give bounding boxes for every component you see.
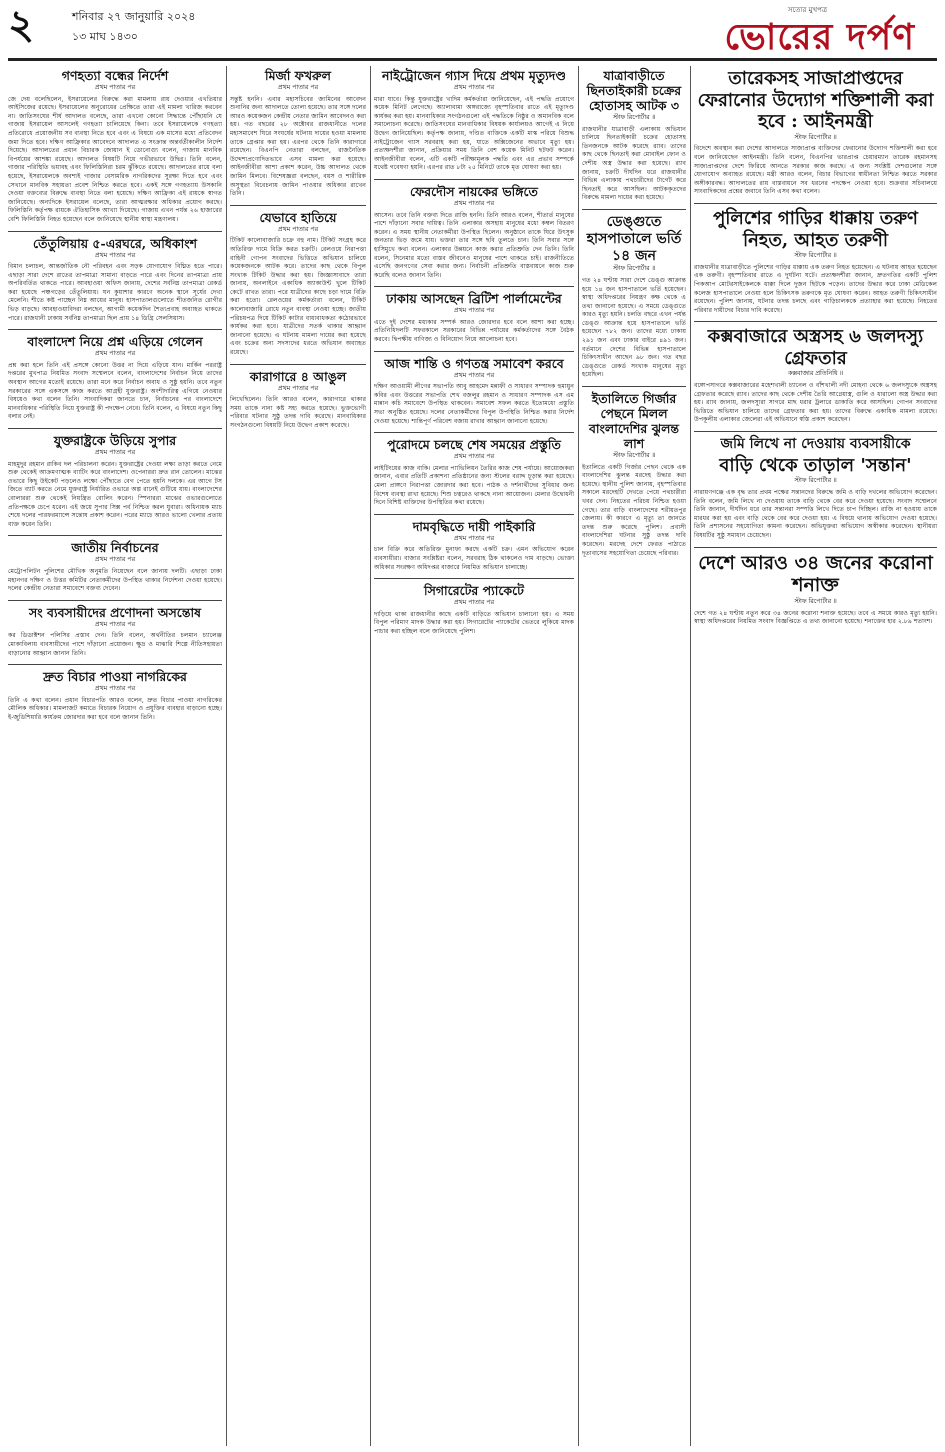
divider bbox=[8, 600, 222, 601]
divider bbox=[8, 664, 222, 665]
kicker: জমি লিখে না দেওয়ায় ব্যবসায়ীকে bbox=[720, 436, 911, 453]
continuation: প্রথম পাতার পর bbox=[94, 556, 136, 564]
divider bbox=[230, 364, 366, 365]
brand-logo: ভোরের দর্পণ bbox=[724, 17, 915, 58]
article-corona bbox=[694, 552, 937, 627]
dateline: স্টাফ রিপোর্টার ॥ bbox=[794, 598, 837, 606]
headline: সং ব্যবসায়ীদের প্রণোদনা অসন্তোষ bbox=[29, 604, 201, 620]
divider bbox=[374, 432, 574, 433]
continuation: প্রথম পাতার পর bbox=[94, 685, 136, 693]
article-body: প্রশ্ন করা হলে তিনি এই প্রসঙ্গে কোনো উত্তর না দিয়ে এড়িয়ে যান। মার্কিন পররাষ্ট্র দপ্তরের মুখপাত্র নিয়মিত সংবাদ সম্মেলনে বলেন, বাংলাদেশের নির্বাচন নিয়ে তাদের অবস্থান আগের মতোই রয়েছে। তারা মনে করে নির্বাচন অবাধ ও সুষ্ঠু হয়নি। তবে নতুন সরকারের সঙ্গে একসঙ্গে কাজ করতে আগ্রহী যুক্তরাষ্ট্র। অংশীদারিত্ব এগিয়ে নেওয়ার বিষয়েও কথা বলেন তিনি। সাংবাদিকরা জানতে চান, নির্বাচনের পর বাংলাদেশে মানবাধিকার পরিস্থিতি নিয়ে যুক্তরাষ্ট্র কী পদক্ষেপ নেবে। তিনি বলেন, এ বিষয়ে নতুন কিছু বলার নেই। bbox=[8, 361, 222, 421]
article-body: তিনি এ কথা বলেন। প্রধান বিচারপতি আরও বলেন, দ্রুত বিচার পাওয়া নাগরিকের মৌলিক অধিকার। মামলাজট কমাতে বিচারক নিয়োগ ও প্রযুক্তির ব্যবহার বাড়ানো হচ্ছে। ই-জুডিশিয়ারি কার্যক্রম জোরদার করা হবে বলে জানান তিনি। bbox=[8, 696, 222, 721]
article-body: সন্তুষ্ট হননি। এবার মহাসচিবের জামিনের আবেদন শুনানির জন্য আদালতে তোলা হয়েছে। তার সঙ্গে দলের আরও কয়েকজন কেন্দ্রীয় নেতার জামিন আবেদনও করা হয়। গত বছরের ২৮ অক্টোবর রাজধানীতে দলের মহাসমাবেশ ঘিরে সংঘর্ষের ঘটনায় দায়ের হওয়া মামলায় তাকে গ্রেপ্তার করা হয়। এরপর থেকে তিনি কারাগারে রয়েছেন। বিএনপি নেতারা বলছেন, রাজনৈতিক উদ্দেশ্যপ্রণোদিতভাবে এসব মামলা করা হয়েছে। আইনজীবীরা আশা প্রকাশ করেন, উচ্চ আদালত থেকে জামিন মিলবে। বিশেষজ্ঞরা বলছেন, বয়স ও শারীরিক অসুস্থতা বিবেচনায় জামিন পাওয়ার অধিকার রাখেন তিনি। bbox=[230, 95, 366, 198]
dateline: স্টাফ রিপোর্টার ॥ bbox=[794, 133, 837, 141]
divider bbox=[582, 386, 686, 387]
article-ticket-scam bbox=[230, 210, 366, 358]
article-body: বঙ্গোপসাগরে কক্সবাজারের মহেশখালী চ্যানেল ও বাঁশখালী নদী মোহনা থেকে ৬ জলদস্যুকে অস্ত্রসহ গ্রেফতার করেছে র‍্যাব। তাদের কাছ থেকে দেশীয় তৈরি আগ্নেয়াস্ত্র, গুলি ও ধারালো অস্ত্র উদ্ধার করা হয়। র‍্যাব জানায়, জলদস্যুরা সাগরে মাছ ধরার ট্রলারে ডাকাতি করে আসছিল। গোপন সংবাদের ভিত্তিতে অভিযান চালিয়ে তাদের গ্রেফতার করা হয়। তাদের বিরুদ্ধে একাধিক মামলা রয়েছে। উপকূলীয় এলাকার জেলেরা এই অভিযানে স্বস্তি প্রকাশ করেছেন। bbox=[694, 382, 937, 424]
article-body: ইতালিতে একটি গির্জার পেছন থেকে এক বাংলাদেশির ঝুলন্ত মরদেহ উদ্ধার করা হয়েছে। স্থানীয় পুলিশ জানায়, বৃহস্পতিবার সকালে মরদেহটি দেখতে পেয়ে পথচারীরা খবর দেন। নিহতের পরিচয় নিশ্চিত হওয়া গেছে। তার বাড়ি বাংলাদেশের শরীয়তপুর জেলায়। কী কারণে এ মৃত্যু তা জানতে তদন্ত শুরু করেছে পুলিশ। প্রবাসী বাংলাদেশিরা ঘটনার সুষ্ঠু তদন্ত দাবি করেছেন। মরদেহ দেশে ফেরত পাঠাতে দূতাবাসের সহযোগিতা চেয়েছে পরিবার। bbox=[582, 463, 686, 557]
article-body: রাজধানীর যাত্রাবাড়ী এলাকায় অভিযান চালিয়ে ছিনতাইকারী চক্রের হোতাসহ তিনজনকে আটক করেছে র‍্যাব। তাদের কাছ থেকে ছিনতাই করা মোবাইল ফোন ও দেশীয় অস্ত্র উদ্ধার করা হয়েছে। র‍্যাব জানায়, চক্রটি দীর্ঘদিন ধরে রাজধানীর বিভিন্ন এলাকায় পথচারীদের টার্গেট করে ছিনতাই করে আসছিল। আটককৃতদের বিরুদ্ধে মামলা দায়ের করা হয়েছে। bbox=[582, 125, 686, 202]
dateline: স্টাফ রিপোর্টার ॥ bbox=[612, 114, 656, 121]
article-land-dispute bbox=[694, 436, 937, 541]
headline: দেশে আরও ৩৪ জনের করোনা শনাক্ত bbox=[698, 551, 933, 597]
article-body: মেট্রোপলিটন পুলিশের মৌখিক অনুমতি নিয়েছেন বলে জানায় দলটি। এছাড়া ঢাকা মহানগর দক্ষিণ ও উত্তর কমিটির নেতাকর্মীদের উপস্থিত থাকার নির্দেশনা দেওয়া হয়েছে। দলের কেন্দ্রীয় নেতারা সমাবেশে বক্তব্য দেবেন। bbox=[8, 567, 222, 593]
headline: ডেঙ্গুতে হাসপাতালে ভর্তি ১৪ জন bbox=[586, 213, 682, 264]
headline: দামবৃদ্ধিতে দায়ী পাইকারি bbox=[412, 518, 536, 534]
article-body: বিমান চলাচল, আন্তর্জাতিক নৌ পরিবহন এবং সড়ক যোগাযোগ বিঘ্নিত হতে পারে। এছাড়া সারা দেশে রাতের তাপমাত্রা সামান্য বাড়তে পারে এবং দিনের তাপমাত্রা প্রায় অপরিবর্তিত থাকতে পারে। আবহাওয়া অফিস জানায়, দেশের সর্বনিম্ন তাপমাত্রা রেকর্ড করা হয়েছে পঞ্চগড়ের তেঁতুলিয়ায়। ঘন কুয়াশার কারণে অনেক স্থানে সূর্যের দেখা মেলেনি। শীতে কষ্ট পাচ্ছেন নিম্ন আয়ের মানুষ। হাসপাতালগুলোতে শীতজনিত রোগীর ভিড় বাড়ছে। আবহাওয়াবিদরা বলছেন, আগামী কয়েকদিন শৈত্যপ্রবাহ অব্যাহত থাকতে পারে। রাজধানী ঢাকায় সর্বনিম্ন তাপমাত্রা ছিল প্রায় ১৪ ডিগ্রি সেলসিয়াস। bbox=[8, 263, 222, 322]
headline: ঢাকায় আসছেন ব্রিটিশ পার্লামেন্টের bbox=[386, 291, 562, 307]
headline: যাত্রাবাড়ীতে ছিনতাইকারী চক্রের হোতাসহ আটক ৩ bbox=[586, 68, 682, 113]
continuation: প্রথম পাতার পর bbox=[453, 534, 495, 542]
headline: তেঁতুলিয়ায় ৫-এরঘরে, অধিকাংশ bbox=[33, 235, 197, 251]
headline: নাইট্রোজেন গ্যাস দিয়ে প্রথম মৃত্যুদণ্ড bbox=[382, 68, 566, 83]
article-italy-body bbox=[582, 391, 686, 558]
article-body: রাজধানীর যাত্রাবাড়ীতে পুলিশের গাড়ির ধাক্কায় এক তরুণ নিহত হয়েছেন। এ ঘটনায় আহত হয়েছেন এক তরুণী। বৃহস্পতিবার রাতে এ দুর্ঘটনা ঘটে। প্রত্যক্ষদর্শীরা জানান, দ্রুতগতির একটি পুলিশ পিকআপ মোটরসাইকেলকে ধাক্কা দিলে দুজন ছিটকে পড়েন। তাদের উদ্ধার করে ঢাকা মেডিকেল কলেজ হাসপাতালে নেওয়া হলে চিকিৎসক তরুণকে মৃত ঘোষণা করেন। আহত তরুণী চিকিৎসাধীন রয়েছেন। পুলিশ জানায়, ঘটনার তদন্ত চলছে এবং গাড়িচালককে প্রত্যাহার করা হয়েছে। নিহতের পরিবার দায়ীদের বিচার দাবি করেছে। bbox=[694, 263, 937, 314]
continuation: প্রথম পাতার পর bbox=[94, 449, 136, 456]
headline: জাতীয় নির্বাচনের bbox=[71, 540, 159, 556]
article-body: চাল বিক্রি করে অতিরিক্ত মুনাফা করছে একটি চক্র। এমন অভিযোগ করেন ব্যবসায়ীরা। বাজার সংশ্লিষ্টরা বলেন, সরবরাহ ঠিক থাকলেও দাম বাড়ছে। ভোক্তা অধিকার সংরক্ষণ অধিদপ্তর বাজারে নিয়মিত অভিযান চালাচ্ছে। bbox=[374, 546, 574, 571]
article-dengue bbox=[582, 214, 686, 380]
article-price-hike bbox=[374, 519, 574, 572]
divider bbox=[694, 431, 937, 432]
continuation: প্রথম পাতার পর bbox=[277, 384, 319, 392]
article-body: এতে দুই দেশের মধ্যকার সম্পর্ক আরও জোরদার হবে বলে আশা করা হচ্ছে। প্রতিনিধিদলটি সফরকালে সরকারের বিভিন্ন পর্যায়ের কর্মকর্তাদের সঙ্গে বৈঠক করবে। দ্বিপক্ষীয় বাণিজ্য ও বিনিয়োগ নিয়ে আলোচনা হবে। bbox=[374, 318, 574, 344]
dateline: স্টাফ রিপোর্টার ॥ bbox=[612, 452, 656, 460]
article-body: টিকিট কালোবাজারি চক্রে বহু নাম। টিকিট সংগ্রহ করে অতিরিক্ত দামে বিক্রি করত চক্রটি। রেলওয়ে নিরাপত্তা বাহিনী গোপন সংবাদের ভিত্তিতে অভিযান চালিয়ে কয়েকজনকে আটক করে। তাদের কাছ থেকে বিপুল সংখ্যক টিকিট উদ্ধার করা হয়। জিজ্ঞাসাবাদে তারা জানায়, অনলাইনে একাধিক অ্যাকাউন্ট খুলে টিকিট কেটে রাখত তারা। পরে যাত্রীদের কাছে চড়া দামে বিক্রি করা হতো। রেলওয়ের কর্মকর্তারা বলেন, টিকিট কালোবাজারি রোধে নতুন ব্যবস্থা নেওয়া হচ্ছে। জাতীয় পরিচয়পত্র দিয়ে টিকিট কাটার বাধ্যবাধকতা কঠোরভাবে কার্যকর করা হবে। যাত্রীদের সতর্ক থাকার আহ্বান জানানো হয়েছে। এ ঘটনায় মামলা দায়ের করা হয়েছে এবং চক্রের অন্য সদস্যদের ধরতে অভিযান অব্যাহত রয়েছে। bbox=[230, 237, 366, 357]
headline: তারেকসহ সাজাপ্রাপ্তদের ফেরানোর উদ্যোগ শক্তিশালী করা হবে : আইনমন্ত্রী bbox=[697, 68, 934, 133]
article-body: আসেন। তবে তিনি বক্তব্য দিতে রাজি হননি। তিনি আরও বলেন, শীতার্ত মানুষের পাশে দাঁড়ানো সবার দায়িত্ব। তিনি এলাকার অসহায় মানুষের মধ্যে কম্বল বিতরণ করেন। এ সময় স্থানীয় নেতাকর্মীরা উপস্থিত ছিলেন। অনুষ্ঠানে তাকে ঘিরে উৎসুক জনতার ভিড় জমে যায়। ভক্তরা তার সঙ্গে ছবি তুলতে চান। তিনি সবার সঙ্গে হাসিমুখে কথা বলেন। এলাকার উন্নয়নে কাজ করার প্রতিশ্রুতি দেন তিনি। তিনি বলেন, সিনেমার মতো বাস্তব জীবনেও মানুষের পাশে থাকতে চাই। রাজনীতিতে এসেছি জনগণের সেবা করার জন্য। নির্বাচনী প্রতিশ্রুতি বাস্তবায়নে কাজ শুরু করেছি বলেও জানান তিনি। bbox=[374, 211, 574, 279]
headline: কক্সবাজারে অস্ত্রসহ ৬ জলদস্যু গ্রেফতার bbox=[707, 326, 924, 369]
column-rule bbox=[226, 66, 227, 1446]
article-body: দাড়িয়ে থাকা রাজধানীর কাছে একটি বাড়িতে অভিযান চালানো হয়। এ সময় বিপুল পরিমাণ মাদক উদ্ধার করা হয়। সিগারেটের প্যাকেটের ভেতরে লুকিয়ে মাদক পাচার করা হচ্ছিল বলে জানিয়েছে পুলিশ। bbox=[374, 610, 574, 635]
continuation: প্রথম পাতার পর bbox=[94, 251, 136, 259]
article-super-six bbox=[8, 433, 222, 529]
article-fakhrul bbox=[230, 68, 366, 199]
column-4 bbox=[582, 66, 686, 1446]
article-body: নারায়ণগঞ্জে এক বৃদ্ধ তার প্রথম পক্ষের সন্তানদের বিরুদ্ধে জমি ও বাড়ি দখলের অভিযোগ করেছেন। তিনি বলেন, জমি লিখে না দেওয়ায় তাকে বাড়ি থেকে বের করে দেওয়া হয়েছে। সংবাদ সম্মেলনে তিনি জানান, দীর্ঘদিন ধরে তার সন্তানরা সম্পত্তি লিখে দিতে চাপ দিচ্ছিল। রাজি না হওয়ায় তাকে মারধর করা হয় এবং বাড়ি থেকে বের করে দেওয়া হয়। এ বিষয়ে থানায় অভিযোগ দেওয়া হয়েছে। তিনি প্রশাসনের সহযোগিতা কামনা করেছেন। অভিযুক্তরা অভিযোগ অস্বীকার করেছেন। স্থানীয়রা বিষয়টির সুষ্ঠু সমাধান চেয়েছেন। bbox=[694, 489, 937, 539]
headline: কারাগারে ৪ আঙুল bbox=[249, 368, 347, 384]
headline: বাংলাদেশ নিয়ে প্রশ্ন এড়িয়ে গেলেন bbox=[27, 334, 203, 350]
brand-tagline: সত্যের মুখপত্র bbox=[787, 6, 827, 14]
continuation: প্রথম পাতার পর bbox=[94, 620, 136, 628]
dateline: স্টাফ রিপোর্টার ॥ bbox=[794, 252, 837, 260]
article-ferdous bbox=[374, 184, 574, 280]
article-body: লিখেছিলেন। তিনি আরও বলেন, কারাগারে থাকার সময় তাকে নানা কষ্ট সহ্য করতে হয়েছে। ভুক্তভোগী পরিবার ঘটনার সুষ্ঠু তদন্ত দাবি করেছে। মানবাধিকার সংগঠনগুলো বিষয়টি নিয়ে উদ্বেগ প্রকাশ করেছে। bbox=[230, 396, 366, 429]
headline: গণহত্যা বন্ধের নির্দেশ bbox=[61, 68, 169, 83]
continuation: প্রথম পাতার পর bbox=[94, 350, 136, 358]
divider bbox=[374, 351, 574, 352]
article-body: জে দেয় বলেছিলেন, ইসরায়েলের বিরুদ্ধে করা মামলায় রায় দেওয়ার এখতিয়ার আইসিজের রয়েছে। ইসরায়েলের অনুরোধের প্রেক্ষিতে তারা এই মামলা খারিজ করবেন না। জাতিসংঘের শীর্ষ আদালত বলেছে, তারা এখনো কোনো সিদ্ধান্তে পৌঁছায়নি যে গাজায় ইসরায়েল আসলেই গণহত্যা চালিয়েছে কিনা। তবে ইসরায়েলকে গণহত্যা প্রতিরোধে প্রয়োজনীয় সব ব্যবস্থা নিতে হবে এবং এ বিষয়ে এক মাসের মধ্যে প্রতিবেদন জমা দিতে হবে। দক্ষিণ আফ্রিকার আবেদনে আদালত এ সংক্রান্ত অন্তর্বর্তীকালীন নির্দেশ দিয়েছে। আদালতের প্রধান বিচারক জোয়ান ই ডোনোগ্যু বলেন, গাজায় মানবিক বিপর্যয়ের আশঙ্কা রয়েছে। আদালত বিষয়টি নিয়ে গভীরভাবে উদ্বিগ্ন। তিনি বলেন, গাজার পরিস্থিতি ভয়াবহ এবং ফিলিস্তিনিরা চরম ঝুঁকিতে রয়েছে। আদালতের রায়ে বলা হয়েছে, ইসরায়েলকে অবশ্যই গাজার বেসামরিক নাগরিকদের সুরক্ষা দিতে হবে এবং সেখানে মানবিক সহায়তা প্রবেশ নিশ্চিত করতে হবে। একই সঙ্গে গণহত্যায় উসকানি দেওয়া বক্তব্যের বিরুদ্ধে ব্যবস্থা নিতে বলা হয়েছে। দক্ষিণ আফ্রিকা এই রায়কে স্বাগত জানিয়েছে। অন্যদিকে ইসরায়েল বলেছে, তারা আত্মরক্ষার অধিকার প্রয়োগ করছে। ফিলিস্তিনি কর্তৃপক্ষ রায়কে ঐতিহাসিক আখ্যা দিয়েছে। গাজায় এখন পর্যন্ত ২৬ হাজারের বেশি ফিলিস্তিনি নিহত হয়েছেন বলে জানিয়েছে স্থানীয় স্বাস্থ্য মন্ত্রণালয়। bbox=[8, 95, 222, 223]
article-genocide bbox=[8, 68, 222, 225]
article-bangladesh-question bbox=[8, 334, 222, 422]
dateline: স্টাফ রিপোর্টার ॥ bbox=[612, 265, 656, 273]
article-prison-fingers bbox=[230, 369, 366, 431]
dateline: কক্সবাজার প্রতিনিধি ॥ bbox=[788, 370, 843, 378]
headline: আজ শান্তি ও গণতন্ত্র সমাবেশ করবে bbox=[384, 355, 564, 371]
article-body: গত ২৪ ঘণ্টায় সারা দেশে ডেঙ্গু আক্রান্ত হয়ে ১৪ জন হাসপাতালে ভর্তি হয়েছেন। স্বাস্থ্য অধিদপ্তরের নিয়ন্ত্রণ কক্ষ থেকে এ তথ্য জানানো হয়েছে। এ সময়ে ডেঙ্গুতে কারও মৃত্যু হয়নি। চলতি বছরে এখন পর্যন্ত ডেঙ্গু আক্রান্ত হয়ে হাসপাতালে ভর্তি হয়েছেন ৭৮২ জন। তাদের মধ্যে ঢাকায় ২৯১ জন এবং ঢাকার বাইরে ৪৯১ জন। বর্তমানে দেশের বিভিন্ন হাসপাতালে চিকিৎসাধীন আছেন ৯৮ জন। গত বছর ডেঙ্গুতে রেকর্ড সংখ্যক মানুষের মৃত্যু হয়েছিল। bbox=[582, 276, 686, 379]
article-british-parliament bbox=[374, 291, 574, 344]
column-rule bbox=[370, 66, 371, 1446]
headline: যুক্তরাষ্ট্রকে উড়িয়ে সুপার bbox=[53, 433, 177, 448]
continuation: প্রথম পাতার পর bbox=[94, 84, 136, 91]
dateline: স্টাফ রিপোর্টার ॥ bbox=[794, 477, 837, 485]
headline: ফেরদৌস নায়কের ভঙ্গিতে bbox=[410, 183, 538, 199]
column-2 bbox=[230, 66, 366, 1446]
continuation: প্রথম পাতার পর bbox=[453, 84, 495, 91]
divider bbox=[374, 179, 574, 180]
divider bbox=[694, 547, 937, 548]
divider bbox=[694, 203, 937, 204]
column-3 bbox=[374, 66, 574, 1446]
article-peace-rally bbox=[374, 356, 574, 427]
masthead-rule bbox=[8, 58, 937, 61]
continuation: প্রথম পাতার পর bbox=[453, 453, 495, 461]
headline: বাড়ি থেকে তাড়াল 'সন্তান' bbox=[719, 454, 912, 476]
headline: মির্জা ফখরুল bbox=[265, 68, 331, 83]
article-police-car bbox=[694, 208, 937, 315]
divider bbox=[374, 514, 574, 515]
article-tetulia bbox=[8, 236, 222, 324]
article-body: দেশে গত ২৪ ঘণ্টায় নতুন করে ৩৪ জনের করোনা শনাক্ত হয়েছে। তবে এ সময়ে কারও মৃত্যু হয়নি। স্বাস্থ্য অধিদপ্তরের নিয়মিত সংবাদ বিজ্ঞপ্তিতে এ তথ্য জানানো হয়েছে। শনাক্তের হার ২.৮৯ শতাংশ। bbox=[694, 609, 937, 626]
continuation: প্রথম পাতার পর bbox=[453, 307, 495, 315]
divider bbox=[230, 205, 366, 206]
continuation: প্রথম পাতার পর bbox=[453, 599, 495, 607]
continuation: প্রথম পাতার পর bbox=[453, 199, 495, 207]
date-line: শনিবার ২৭ জানুয়ারি ২০২৪ bbox=[72, 10, 196, 23]
article-body: কর ডিডাক্টশন পলিসির প্রস্তাব দেন। তিনি বলেন, অর্থনীতির চলমান চ্যালেঞ্জ মোকাবিলায় ব্যবসায়ীদের পাশে দাঁড়ানো প্রয়োজন। ক্ষুদ্র ও মাঝারি শিল্পে নীতিসহায়তা বাড়ানোর আহ্বান জানান তিনি। bbox=[8, 632, 222, 657]
article-body: মারা যাবে। কিন্তু যুক্তরাষ্ট্রের খাদিম কর্মকর্তারা জানিয়েছেন, এই পদ্ধতি প্রয়োগে কয়েক মিনিট লেগেছে। অ্যালাবামা অঙ্গরাজ্যে বৃহস্পতিবার রাতে এই মৃত্যুদণ্ড কার্যকর করা হয়। মানবাধিকার সংগঠনগুলো এই পদ্ধতিকে নিষ্ঠুর ও অমানবিক বলে সমালোচনা করেছে। জাতিসংঘের মানবাধিকার বিষয়ক কার্যালয়ও আগেই এ নিয়ে উদ্বেগ জানিয়েছিল। কর্তৃপক্ষ জানায়, দণ্ডিত ব্যক্তিকে একটি মাস্ক পরিয়ে বিশুদ্ধ নাইট্রোজেন গ্যাস সরবরাহ করা হয়, যাতে অক্সিজেনের অভাবে মৃত্যু হয়। প্রত্যক্ষদর্শীরা জানান, প্রক্রিয়ার সময় তিনি বেশ কয়েক মিনিট ছটফট করেন। আইনজীবীরা বলেন, এটি একটি পরীক্ষামূলক পদ্ধতি এবং এর প্রভাব সম্পর্কে যথেষ্ট গবেষণা হয়নি। এরপর রাত ৮টা ২৫ মিনিটে তাকে মৃত ঘোষণা করা হয়। bbox=[374, 95, 574, 172]
divider bbox=[8, 535, 222, 536]
column-rule bbox=[578, 66, 579, 1446]
headline: যেভাবে হাতিয়ে bbox=[259, 209, 337, 225]
divider bbox=[582, 209, 686, 210]
article-body: বিদেশে অবস্থান করা দেশের আদালতে সাজাপ্রাপ্ত ব্যক্তিদের ফেরানোর উদ্যোগ শক্তিশালী করা হবে বলে জানিয়েছেন আইনমন্ত্রী। তিনি বলেন, বিএনপির ভারপ্রাপ্ত চেয়ারম্যান তারেক রহমানসহ সাজাপ্রাপ্তদের দেশে ফিরিয়ে আনতে সরকার কাজ করছে। এ জন্য সংশ্লিষ্ট দেশগুলোর সঙ্গে যোগাযোগ অব্যাহত রয়েছে। মন্ত্রী আরও বলেন, বিচার বিভাগের স্বাধীনতা নিশ্চিত করতে সরকার অঙ্গীকারবদ্ধ। আদালতের রায় বাস্তবায়নে সব ধরনের পদক্ষেপ নেওয়া হবে। শুক্রবার সচিবালয়ে সাংবাদিকদের প্রশ্নের জবাবে তিনি এসব কথা বলেন। bbox=[694, 145, 937, 196]
divider bbox=[8, 329, 222, 330]
divider bbox=[8, 231, 222, 232]
column-5 bbox=[694, 66, 937, 1446]
continuation: প্রথম পাতার পর bbox=[277, 225, 319, 233]
article-final-preparation bbox=[374, 437, 574, 508]
divider bbox=[694, 321, 937, 322]
article-pirates bbox=[694, 326, 937, 425]
bangla-date-line: ১৩ মাঘ ১৪৩০ bbox=[72, 30, 138, 43]
article-traders-incentive bbox=[8, 605, 222, 658]
column-rule bbox=[690, 66, 691, 1446]
page-number: ২ bbox=[8, 1, 35, 48]
continuation: প্রথম পাতার পর bbox=[453, 371, 495, 379]
article-body: দক্ষিণ আওয়ামী লীগের সভাপতি আবু আহমেদ মন্নাফী ও সাধারণ সম্পাদক হুমায়ুন কবির এবং উত্তরের সভাপতি শেখ বজলুর রহমান ও সাধারণ সম্পাদক এস এম মান্নান কচি সমাবেশে উপস্থিত থাকবেন। সমাবেশ সফল করতে ইতোমধ্যে প্রস্তুতি সভা অনুষ্ঠিত হয়েছে। দলের নেতাকর্মীদের বিপুল উপস্থিতি নিশ্চিত করার নির্দেশ দেওয়া হয়েছে। শান্তিপূর্ণ পরিবেশ বজায় রাখার আহ্বান জানানো হয়েছে। bbox=[374, 383, 574, 425]
headline: পুলিশের গাড়ির ধাক্কায় তরুণ নিহত, আহত তরুণী bbox=[713, 207, 918, 251]
headline: পুরোদমে চলছে শেষ সময়ের প্রস্তুতি bbox=[387, 437, 561, 453]
article-nitrogen-execution bbox=[374, 68, 574, 173]
article-cigarette-packet bbox=[374, 583, 574, 636]
divider bbox=[374, 286, 574, 287]
headline: ইতালিতে গির্জার পেছনে মিলল বাংলাদেশির ঝুলন্ত লাশ bbox=[588, 391, 680, 452]
column-1 bbox=[8, 66, 222, 1446]
article-body: মাহমুদুর রহমান রাকিব দল পরিচালনা করেন। যুক্তরাষ্ট্রের দেওয়া লক্ষ্য তাড়া করতে নেমে শুরু থেকেই আক্রমণাত্মক ব্যাটিং করে বাংলাদেশ। ওপেনাররা দ্রুত রান তোলেন। মাঝের ওভারে কিছু উইকেট পড়লেও লক্ষ্যে পৌঁছাতে বেগ পেতে হয়নি দলকে। এর আগে টস জিতে ব্যাট করতে নেমে যুক্তরাষ্ট্র নির্ধারিত ওভারে অল্প রানেই গুটিয়ে যায়। বাংলাদেশের বোলাররা শুরু থেকেই নিয়ন্ত্রিত বোলিং করেন। স্পিনাররা মাঝের ওভারগুলোতে প্রতিপক্ষকে চেপে ধরেন। এই জয়ে সুপার সিক্স পর্ব নিশ্চিত করল যুবারা। অধিনায়ক ম্যাচ শেষে দলের পারফরম্যান্সে সন্তোষ প্রকাশ করেন। পরের ম্যাচে আরও ভালো খেলার প্রত্যয় ব্যক্ত করেন তিনি। bbox=[8, 460, 222, 528]
continuation: প্রথম পাতার পর bbox=[277, 84, 319, 91]
article-speedy-trial bbox=[8, 669, 222, 722]
divider bbox=[8, 428, 222, 429]
article-law-minister bbox=[694, 68, 937, 197]
divider bbox=[374, 578, 574, 579]
headline: দ্রুত বিচার পাওয়া নাগরিকের bbox=[43, 669, 187, 685]
article-national-election bbox=[8, 540, 222, 593]
article-jatrabari-arrest bbox=[582, 68, 686, 203]
article-body: লাইটিংয়ের কাজ বাকি। মেলার প্যাভিলিয়ন তৈরির কাজ শেষ পর্যায়ে। আয়োজকরা জানান, এবার প্রতিটি প্রকাশনা প্রতিষ্ঠানের জন্য স্টলের বরাদ্দ চূড়ান্ত করা হয়েছে। মেলা প্রাঙ্গণে নিরাপত্তা জোরদার করা হবে। পাঠক ও দর্শনার্থীদের সুবিধার জন্য বিশেষ ব্যবস্থা রাখা হয়েছে। শিশু চত্বরেও থাকছে নানা আয়োজন। মেলার উদ্বোধনী দিনে বিশিষ্ট ব্যক্তিদের উপস্থিতির কথা রয়েছে। bbox=[374, 464, 574, 507]
headline: সিগারেটের প্যাকেটে bbox=[424, 583, 524, 599]
